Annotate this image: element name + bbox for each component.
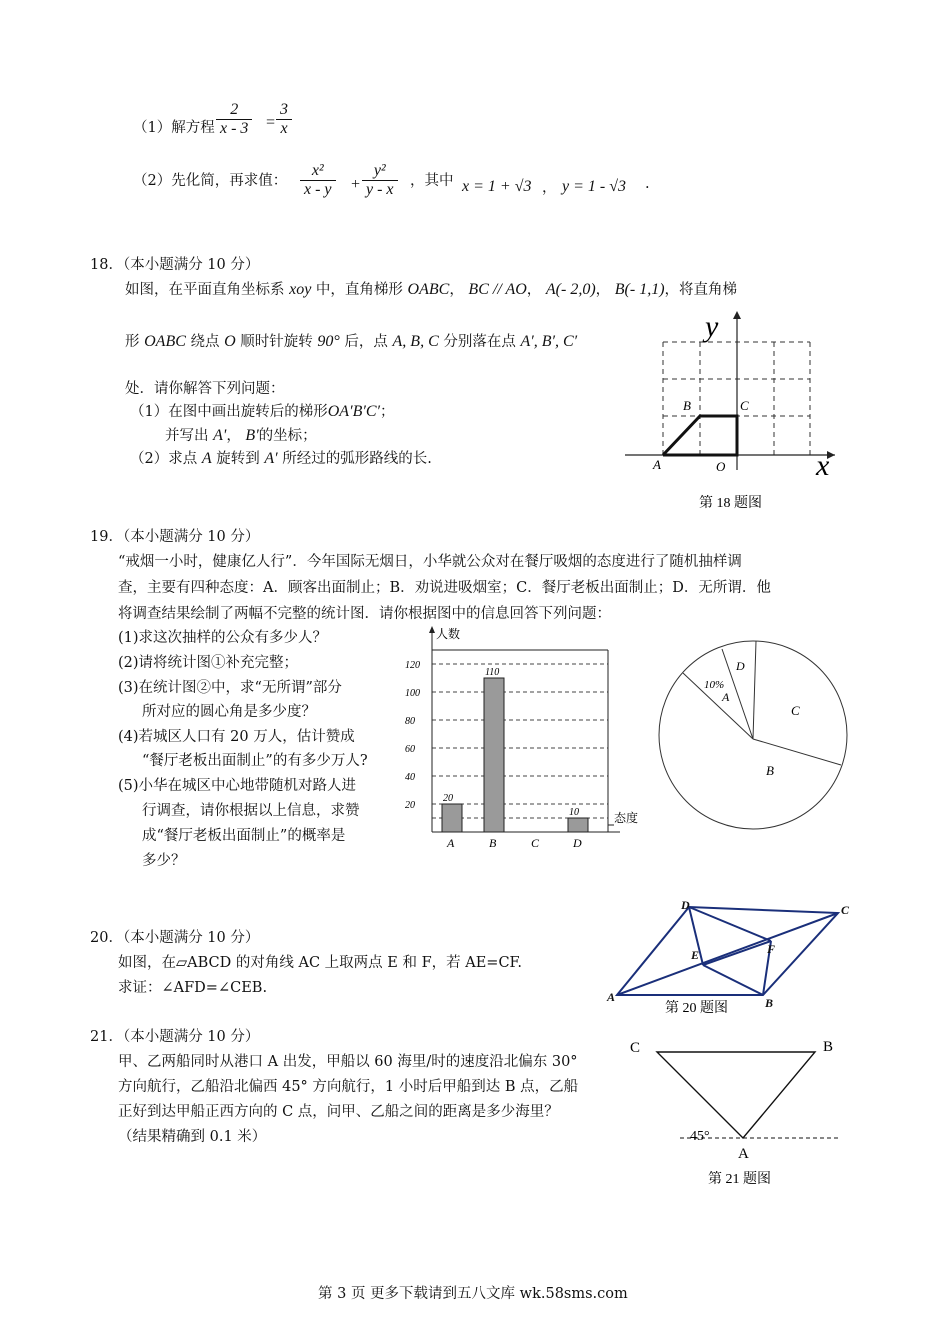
q18-sub1-aprime: A': [213, 427, 227, 444]
q21-label-b: B: [823, 1039, 834, 1055]
q19-header: 19．（本小题满分 10 分）: [90, 529, 260, 545]
q21-line3: 正好到达甲船正西方向的 C 点，问甲、乙船之间的距离是多少海里？: [118, 1104, 559, 1120]
q19-pie-label-a: A: [722, 690, 730, 704]
q21-line4: （结果精确到 0.1 米）: [118, 1129, 267, 1145]
q21-caption: 第 21 题图: [708, 1172, 771, 1187]
q18-x-axis-label: x: [816, 449, 830, 482]
q17-frac1-den: x - y: [304, 181, 332, 198]
q18-point-b: B(- 1,1): [614, 281, 665, 298]
q17-comma: ，: [542, 180, 557, 196]
q18-sub2-c: 所经过的弧形路线的长.: [282, 451, 432, 467]
q18-y-axis-label: y: [705, 310, 719, 343]
q17-frac2-den: y - x: [366, 181, 394, 198]
bar-category-label-D: D: [573, 836, 582, 850]
q18-point-a: A(- 2,0): [545, 281, 596, 298]
bar-category-label-C: C: [531, 836, 540, 850]
q18-sub2-a: （2）求点: [130, 451, 198, 467]
q18-oabc: OABC: [407, 281, 450, 298]
q18-points-abc: A, B, C: [392, 333, 439, 350]
q18-degrees: 90°: [317, 333, 340, 350]
q18-sub1-b: ；: [380, 404, 395, 420]
q20-header: 20．（本小题满分 10 分）: [90, 930, 260, 946]
q19-bar-xlabel: 态度: [614, 811, 639, 825]
bar-ytick-label: 40: [405, 772, 415, 783]
q21-header: 21．（本小题满分 10 分）: [90, 1029, 260, 1045]
q19-pie-label-c: C: [791, 703, 800, 718]
q17-frac1-num: x²: [300, 162, 336, 181]
q17-equals: =: [265, 114, 276, 131]
q18-sub1-shape: OA′B′C′: [327, 403, 381, 420]
q18-sub1-cont: [165, 424, 317, 445]
q17-frac2-num: y²: [362, 162, 398, 181]
q17-frac-right-num: 3: [276, 101, 292, 120]
q19-intro-line2: 查，主要有四种态度：A．顾客出面制止；B．劝说进吸烟室；C．餐厅老板出面制止；D．无所谓．他: [118, 580, 771, 596]
q18-line2-a: 形: [125, 334, 140, 350]
q18-sub1-bprime: B': [245, 427, 259, 444]
q21-label-a: A: [738, 1146, 749, 1162]
q19-sub5c: 成“餐厅老板出面制止”的概率是: [142, 828, 346, 844]
bar-ytick-label: 120: [405, 660, 420, 671]
q19-sub5d: 多少？: [142, 853, 186, 869]
q18-label-b: B: [683, 398, 691, 413]
bar-ytick-label: 20: [405, 800, 415, 811]
q18-sub1-e: 的坐标；: [258, 428, 317, 444]
q18-header: 18．（本小题满分 10 分）: [90, 257, 260, 273]
q20-label-b: B: [765, 996, 774, 1010]
q17-frac2: [362, 162, 398, 199]
q17-end: .: [645, 176, 650, 192]
q20-caption: 第 20 题图: [665, 1001, 728, 1016]
q19-sub3b: 所对应的圆心角是多少度？: [142, 704, 316, 720]
q17-fraction-left: [216, 101, 252, 138]
q21-ship-figure: [620, 1035, 850, 1195]
bar-value-label-A: 20: [443, 793, 453, 804]
q17-plus: +: [350, 176, 361, 193]
q18-label-c: C: [740, 398, 749, 413]
q18-label-a: A: [653, 457, 661, 472]
q18-xoy: xoy: [289, 281, 312, 298]
q17-y-value: y = 1 - √3: [562, 178, 627, 195]
q18-coordinate-figure: [620, 305, 850, 515]
q18-sub2-A: A: [201, 450, 212, 467]
q19-intro-line3: 将调查结果绘制了两幅不完整的统计图．请你根据图中的信息回答下列问题：: [118, 606, 611, 622]
q18-line2-e: 分别落在点: [443, 334, 516, 350]
q18-line2: [125, 330, 577, 351]
q18-line1-e: ，: [595, 282, 611, 298]
q19-sub2: (2)请将统计图①补充完整；: [118, 655, 299, 671]
q19-pie-label-d: D: [736, 659, 745, 673]
q20-parallelogram-figure: [605, 895, 865, 1020]
q20-label-d: D: [681, 898, 690, 912]
q18-line1-a: 如图，在平面直角坐标系: [125, 282, 285, 298]
q17-frac-left-num: 2: [216, 101, 252, 120]
bar-ytick-label: 80: [405, 716, 415, 727]
q18-line1-c: ，: [449, 282, 464, 298]
q18-line2-oabc: OABC: [144, 333, 186, 350]
q20-label-c: C: [841, 903, 850, 917]
q18-sub1-a: （1）在图中画出旋转后的梯形: [130, 404, 328, 420]
q20-label-f: F: [767, 942, 776, 956]
bar-category-label-A: A: [447, 836, 455, 850]
q18-line2-b: 绕点: [190, 334, 220, 350]
bar-value-label-B: 110: [485, 667, 500, 678]
q21-angle: 45°: [690, 1129, 710, 1144]
q19-bar-chart: [400, 620, 650, 850]
q19-bar-ylabel: 人数: [436, 627, 461, 641]
q18-sub2-b: 旋转到: [216, 451, 260, 467]
bar-value-label-D: 10: [569, 807, 579, 818]
bar-ytick-label: 60: [405, 744, 415, 755]
q18-sub2-Aprime: A′: [264, 450, 278, 467]
q21-label-c: C: [630, 1040, 641, 1056]
q21-line2: 方向航行，乙船沿北偏西 45° 方向航行，1 小时后甲船到达 B 点，乙船: [118, 1079, 579, 1095]
bar-ytick-label: 100: [405, 688, 420, 699]
q17-frac1: [300, 162, 336, 199]
q19-sub5a: (5)小华在城区中心地带随机对路人进: [118, 778, 357, 794]
q17-where: ，其中: [410, 173, 454, 189]
q18-line1-b: 中，直角梯形: [315, 282, 403, 298]
q17-frac-right-den: x: [280, 120, 288, 137]
q21-line1: 甲、乙两船同时从港口 A 出发，甲船以 60 海里/时的速度沿北偏东 30°: [118, 1054, 578, 1070]
q20-label-e: E: [691, 948, 700, 962]
q18-points-prime: A′, B′, C′: [520, 333, 578, 350]
page-footer: 第 3 页 更多下载请到五八文库 wk.58sms.com: [318, 1286, 628, 1302]
q19-sub3a: (3)在统计图②中，求“无所谓”部分: [118, 680, 342, 696]
q20-label-a: A: [607, 990, 616, 1004]
q17-part1-label: （1）解方程: [133, 120, 215, 136]
q20-line1: 如图，在▱ABCD 的对角线 AC 上取两点 E 和 F，若 AE=CF.: [118, 955, 522, 971]
q17-part2-label: （2）先化简，再求值：: [133, 173, 288, 189]
bar-D: [568, 818, 588, 832]
q18-line2-c: 顺时针旋转: [240, 334, 313, 350]
q18-sub1: [130, 400, 395, 421]
q17-fraction-right: [276, 101, 292, 138]
q17-x-value: x = 1 + √3: [462, 178, 532, 195]
q18-sub1-c: 并写出: [165, 428, 209, 444]
q18-caption: 第 18 题图: [699, 496, 762, 511]
q19-sub4a: (4)若城区人口有 20 万人，估计赞成: [118, 729, 355, 745]
q18-sub2: [130, 447, 432, 468]
q18-line1-d: ，: [526, 282, 542, 298]
q19-sub1: (1)求这次抽样的公众有多少人？: [118, 630, 328, 646]
q18-line1: [125, 278, 737, 299]
q18-line1-f: ，将直角梯: [664, 282, 738, 298]
q19-pie-pct: 10%: [704, 679, 725, 691]
q18-sub1-d: ，: [226, 428, 241, 444]
q18-label-o: O: [716, 459, 726, 474]
bar-A: [442, 804, 462, 832]
q19-intro-line1: “戒烟一小时，健康亿人行”．今年国际无烟日，小华就公众对在餐厅吸烟的态度进行了随机抽样调: [118, 554, 742, 570]
q19-sub4b: “餐厅老板出面制止”的有多少万人?: [142, 753, 368, 769]
q18-line3: 处．请你解答下列问题：: [125, 381, 285, 397]
q19-pie-chart: [656, 638, 856, 838]
q19-pie-label-b: B: [766, 763, 774, 778]
q20-line2: 求证：∠AFD=∠CEB.: [118, 980, 268, 996]
q18-line2-o: O: [224, 333, 236, 350]
q18-line2-d: 后，点: [344, 334, 388, 350]
q19-sub5b: 行调查，请你根据以上信息，求赞: [142, 803, 360, 819]
q18-bc-parallel-ao: BC // AO: [468, 281, 527, 298]
q17-frac-left-den: x - 3: [220, 120, 249, 137]
bar-category-label-B: B: [489, 836, 497, 850]
bar-B: [484, 678, 504, 832]
